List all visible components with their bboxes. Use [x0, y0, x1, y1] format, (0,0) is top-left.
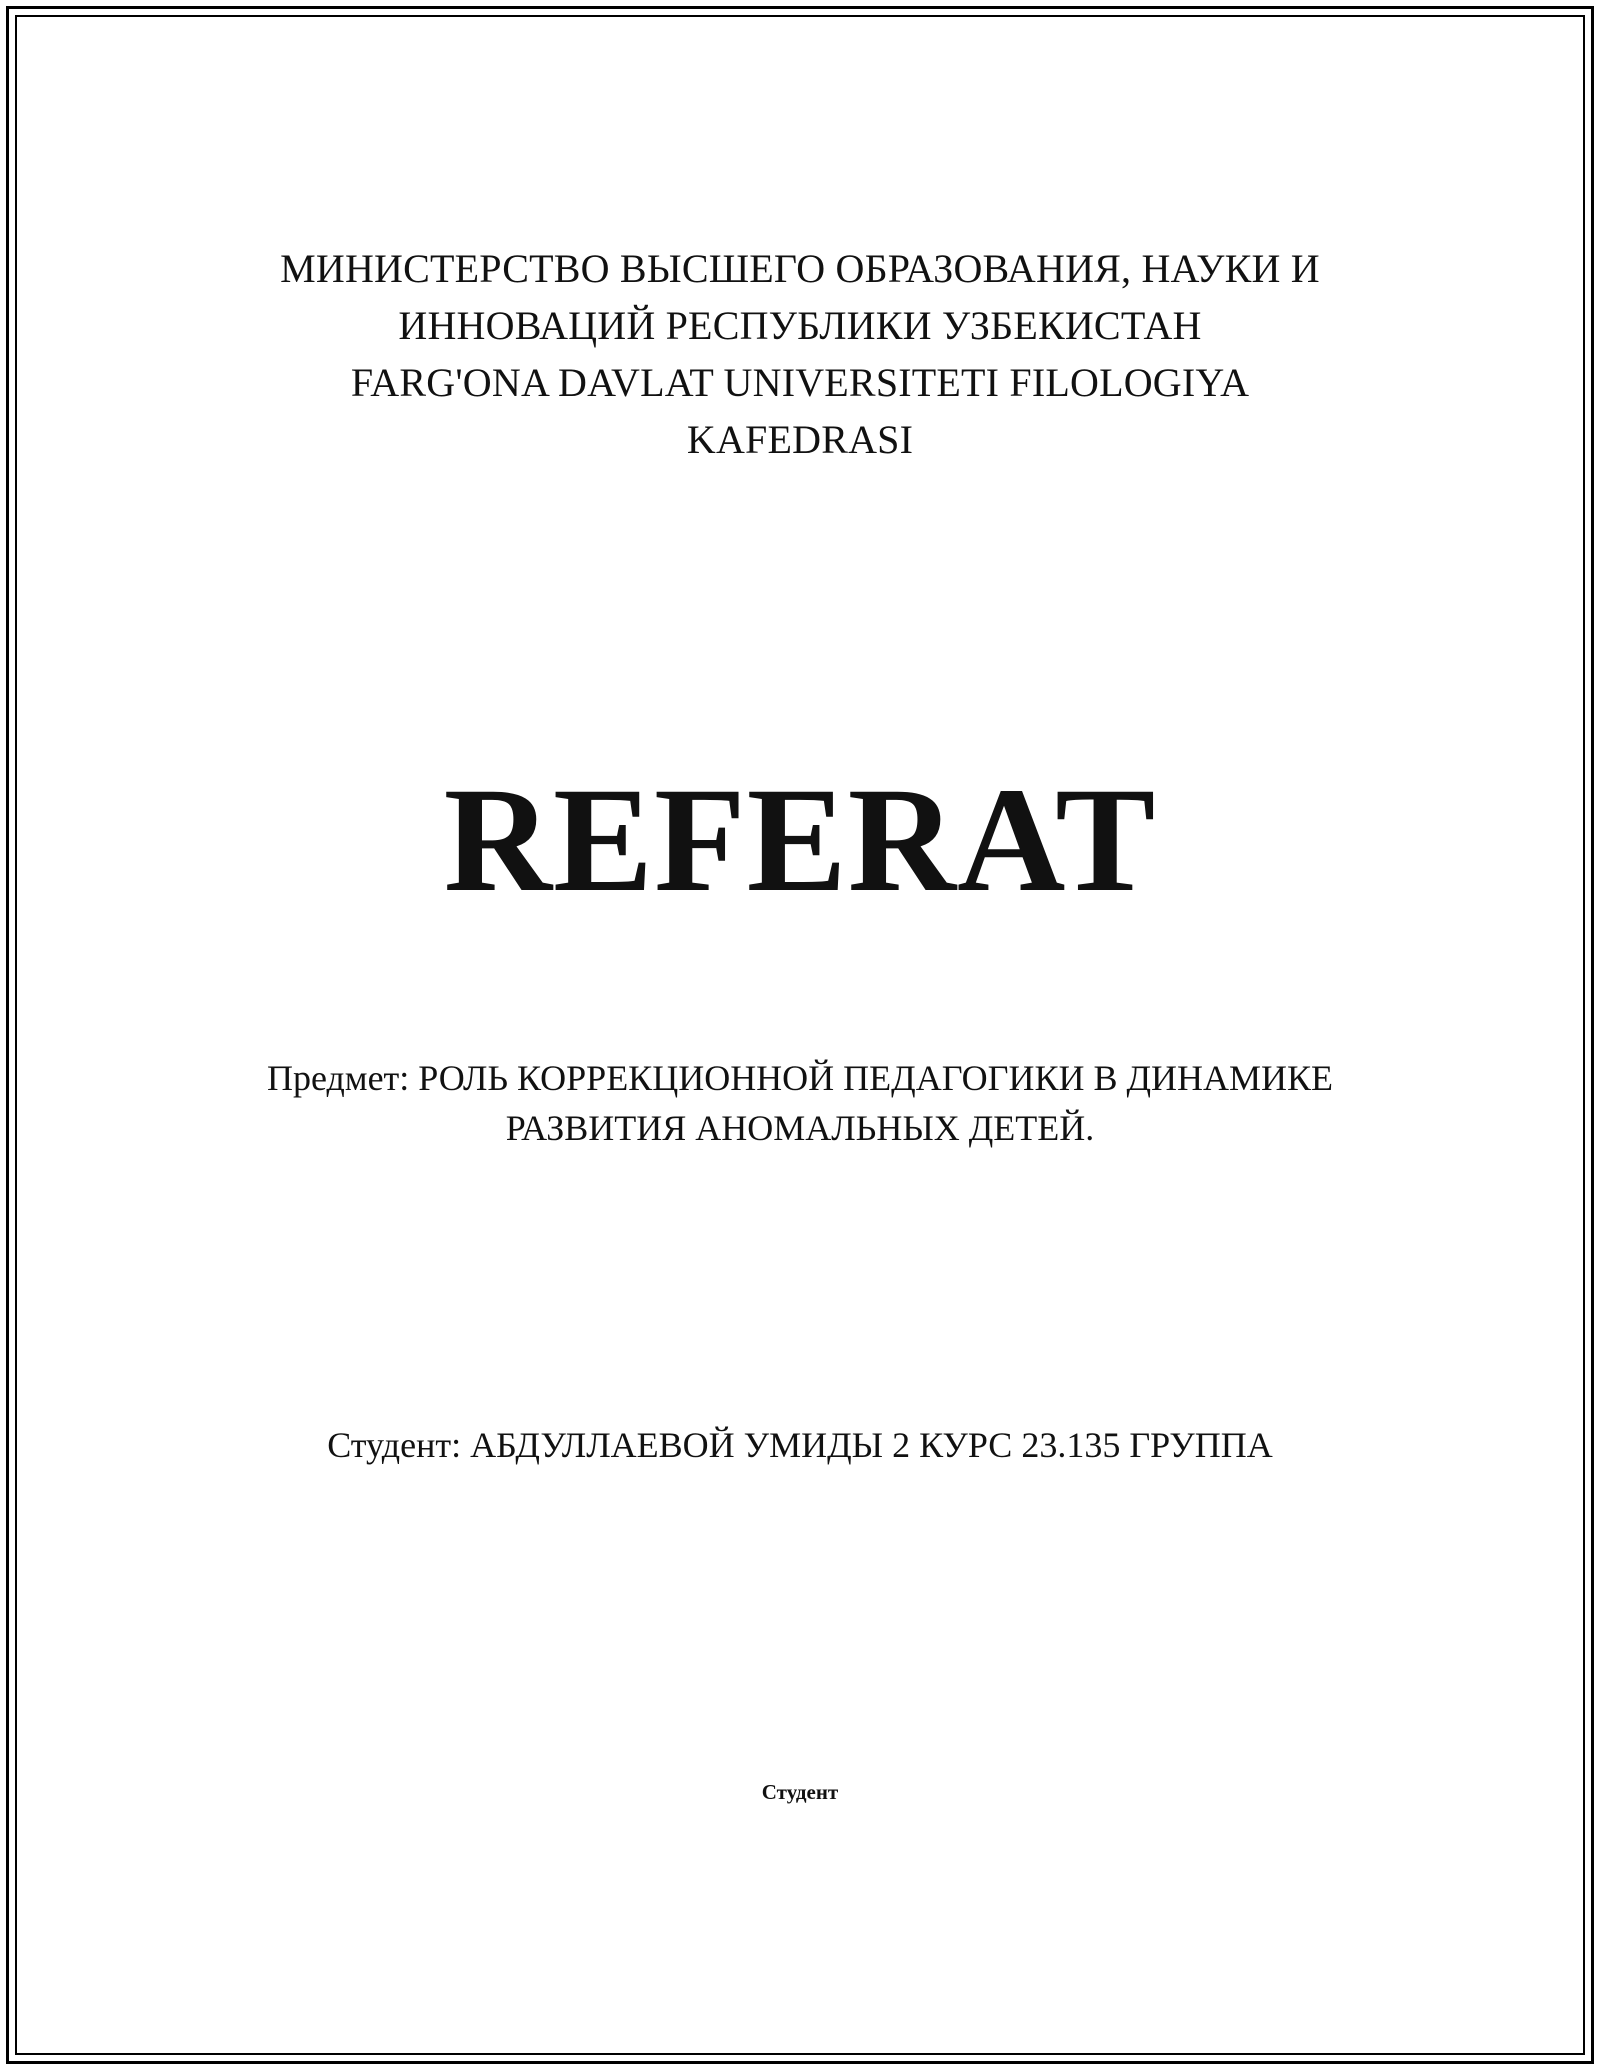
ministry-header-line: МИНИСТЕРСТВО ВЫСШЕГО ОБРАЗОВАНИЯ, НАУКИ И — [280, 246, 1320, 291]
university-header-line: FARG'ONA DAVLAT UNIVERSITETI FILOLOGIYA — [350, 360, 1250, 405]
ministry-header-line: ИННОВАЦИЙ РЕСПУБЛИКИ УЗБЕКИСТАН — [398, 303, 1202, 348]
subject-line: Предмет: РОЛЬ КОРРЕКЦИОННОЙ ПЕДАГОГИКИ В ДИНАМИКЕ — [266, 1058, 1334, 1098]
subject-line: РАЗВИТИЯ АНОМАЛЬНЫХ ДЕТЕЙ. — [505, 1108, 1095, 1148]
student-info: Студент: АБДУЛЛАЕВОЙ УМИДЫ 2 КУРС 23.135 ГРУППА — [327, 1425, 1273, 1465]
department-header-line: KAFEDRASI — [686, 417, 914, 462]
ministry-header — [160, 240, 1440, 468]
footer-student-label: Студент — [761, 1780, 839, 1804]
document-title: REFERAT — [443, 757, 1157, 923]
subject-block — [160, 1053, 1440, 1153]
